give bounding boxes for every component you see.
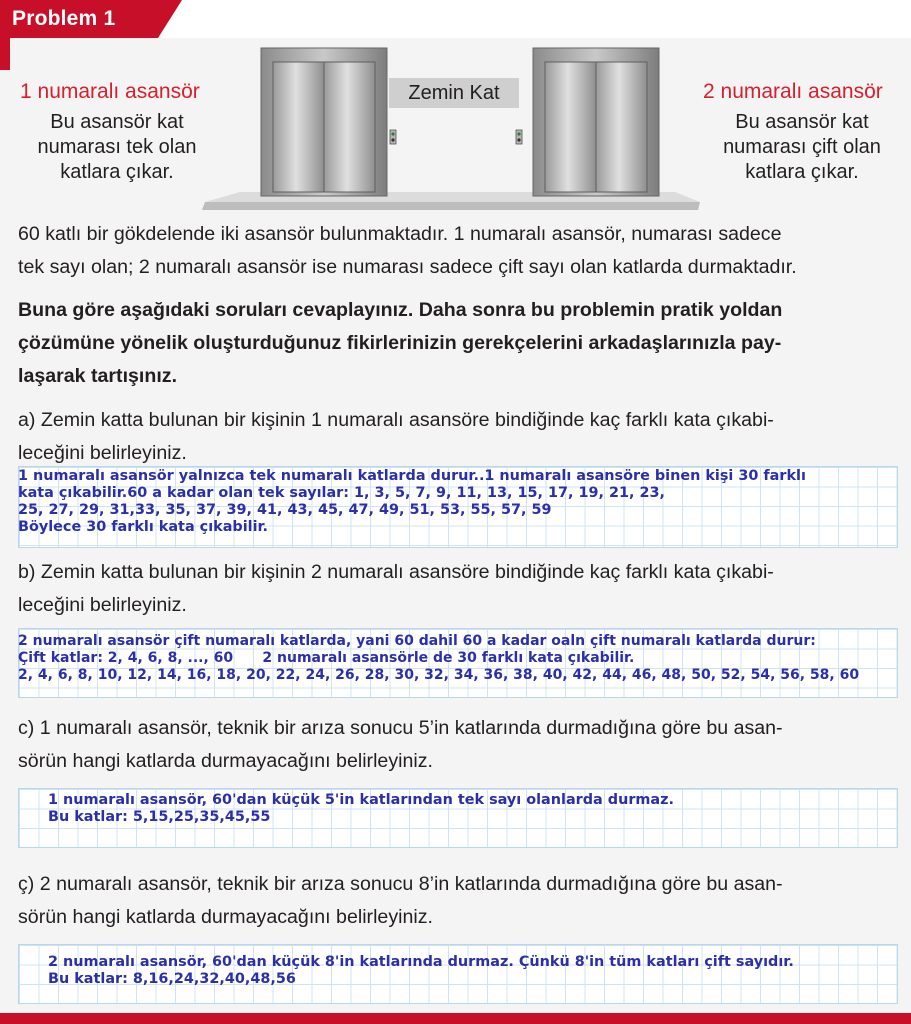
- question-c-cedilla: [18, 868, 898, 934]
- answer-line: Çift katlar: 2, 4, 6, 8, ..., 60 2 numaralı asansörle de 30 farklı kata çıkabilir.: [18, 650, 635, 666]
- question-c: [18, 712, 898, 778]
- intro-paragraph: [18, 218, 898, 284]
- elevator2-title: 2 numaralı asansör: [703, 80, 883, 103]
- elevator1-desc-line: katlara çıkar.: [60, 161, 174, 183]
- intro-line: 60 katlı bir gökdelende iki asansör bulunmaktadır. 1 numaralı asansör, numarası sadece: [18, 223, 782, 245]
- question-line: sörün hangi katlarda durmayacağını belirleyiniz.: [18, 906, 433, 928]
- elevator1-description: [18, 110, 216, 185]
- question-line: ç) 2 numaralı asansör, teknik bir arıza sonucu 8’in katlarında durmadığına göre bu asan-: [18, 873, 783, 895]
- answer-line: Böylece 30 farklı kata çıkabilir.: [18, 519, 269, 535]
- elevator-illustration: [200, 44, 700, 210]
- elevator1-door-icon: [261, 48, 387, 196]
- instruction-paragraph: [18, 294, 898, 393]
- elevator1-desc-line: numarası tek olan: [37, 136, 197, 158]
- answer-line: 2, 4, 6, 8, 10, 12, 14, 16, 18, 20, 22, 24, 26, 28, 30, 32, 34, 36, 38, 40, 42, 44, 46, 48, 50, 52, 54, 56, 58, 60: [18, 667, 860, 683]
- answer-line: 1 numaralı asansör, 60'dan küçük 5'in katlarından tek sayı olanlarda durmaz.: [48, 792, 674, 808]
- question-line: b) Zemin katta bulunan bir kişinin 2 numaralı asansöre bindiğinde kaç farklı kata çıkabi-: [18, 561, 774, 583]
- elevator2-desc-line: numarası çift olan: [723, 136, 881, 158]
- answer-b: [18, 633, 859, 684]
- answer-line: kata çıkabilir.60 a kadar olan tek sayılar: 1, 3, 5, 7, 9, 11, 13, 15, 17, 19, 21, 23,: [18, 485, 666, 501]
- question-line: c) 1 numaralı asansör, teknik bir arıza sonucu 5’in katlarında durmadığına göre bu asan-: [18, 717, 783, 739]
- question-line: sörün hangi katlarda durmayacağını belirleyiniz.: [18, 750, 433, 772]
- question-line: leceğini belirleyiniz.: [18, 594, 187, 616]
- problem-tag: [0, 0, 182, 38]
- answer-line: 2 numaralı asansör, 60'dan küçük 8'in katlarında durmaz. Çünkü 8'in tüm katları çift sayıdır.: [48, 954, 794, 970]
- floor-edge: [202, 202, 700, 210]
- answer-line: 25, 27, 29, 31,33, 35, 37, 39, 41, 43, 45, 47, 49, 51, 53, 55, 57, 59: [18, 502, 552, 518]
- answer-line: Bu katlar: 8,16,24,32,40,48,56: [48, 971, 296, 987]
- instruction-line: çözümüne yönelik oluşturduğunuz fikirlerinizin gerekçelerini arkadaşlarınızla pay-: [18, 332, 782, 354]
- problem-title: Problem 1: [12, 7, 116, 30]
- question-a: [18, 404, 898, 470]
- answer-line: 1 numaralı asansör yalnızca tek numaralı katlarda durur..1 numaralı asansöre binen kişi 30 farklı: [18, 468, 806, 484]
- answer-c: [48, 792, 674, 826]
- elevator2-description: [697, 110, 907, 185]
- elevator1-desc-line: Bu asansör kat: [50, 111, 184, 133]
- call-button-icon: [516, 130, 522, 144]
- intro-line: tek sayı olan; 2 numaralı asansör ise numarası sadece çift sayı olan katlarda durmaktadır.: [18, 256, 797, 278]
- bottom-accent-bar: [0, 1013, 911, 1024]
- elevator2-desc-line: Bu asansör kat: [735, 111, 869, 133]
- floor-label: Zemin Kat: [389, 78, 519, 108]
- question-line: a) Zemin katta bulunan bir kişinin 1 numaralı asansöre bindiğinde kaç farklı kata çıkabi-: [18, 409, 774, 431]
- answer-line: Bu katlar: 5,15,25,35,45,55: [48, 809, 271, 825]
- question-b: [18, 556, 898, 622]
- instruction-line: laşarak tartışınız.: [18, 365, 178, 387]
- instruction-line: Buna göre aşağıdaki soruları cevaplayınız. Daha sonra bu problemin pratik yoldan: [18, 299, 783, 321]
- answer-c-cedilla: [48, 954, 794, 988]
- elevator2-door-icon: [533, 48, 659, 196]
- question-line: leceğini belirleyiniz.: [18, 442, 187, 464]
- elevator1-title: 1 numaralı asansör: [20, 80, 200, 103]
- answer-line: 2 numaralı asansör çift numaralı katlarda, yani 60 dahil 60 a kadar oaln çift numaralı katlarda durur:: [18, 633, 816, 649]
- answer-a: [18, 468, 806, 536]
- elevator2-desc-line: katlara çıkar.: [745, 161, 859, 183]
- call-button-icon: [390, 130, 396, 144]
